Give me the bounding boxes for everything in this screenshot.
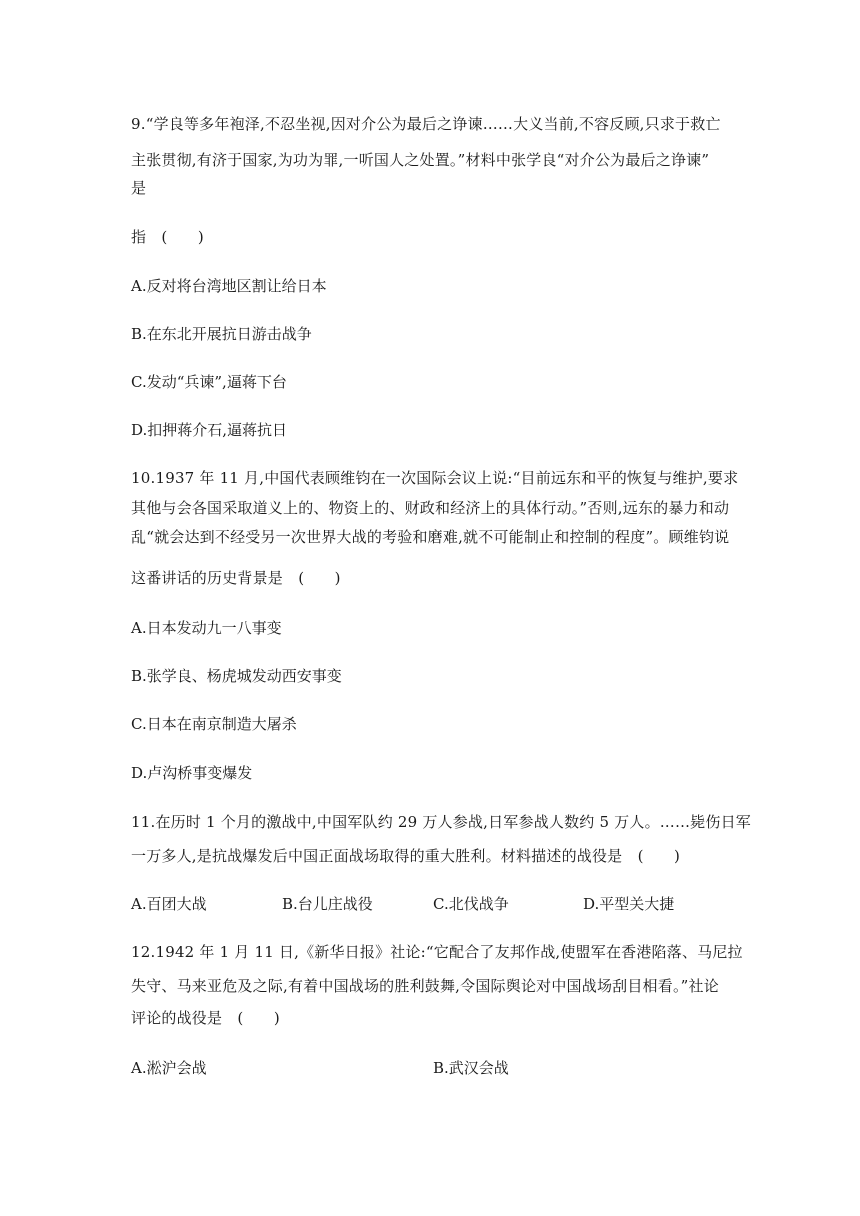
- question-9-option-c: C.发动“兵谏”,逼蒋下台: [131, 373, 287, 391]
- question-11-option-b: B.台儿庄战役: [282, 895, 373, 913]
- question-10-stem-line-4: 这番讲话的历史背景是 ( ): [131, 569, 341, 587]
- question-12-option-b: B.武汉会战: [433, 1059, 509, 1077]
- question-10-option-b: B.张学良、杨虎城发动西安事变: [131, 667, 342, 685]
- question-11-option-a: A.百团大战: [131, 895, 207, 913]
- question-10-stem-line-2: 其他与会各国采取道义上的、物资上的、财政和经济上的具体行动。”否则,远东的暴力和动: [131, 499, 730, 517]
- question-12-option-a: A.淞沪会战: [131, 1059, 207, 1077]
- question-10-option-d: D.卢沟桥事变爆发: [131, 764, 253, 782]
- question-9-stem-line-2: 主张贯彻,有济于国家,为功为罪,一听国人之处置。”材料中张学良“对介公为最后之诤谏”: [131, 151, 710, 169]
- question-9-stem-line-1: 9.“学良等多年袍泽,不忍坐视,因对介公为最后之诤谏……大义当前,不容反顾,只求于救亡: [131, 115, 721, 133]
- question-9-option-d: D.扣押蒋介石,逼蒋抗日: [131, 421, 288, 439]
- question-10-stem-line-1: 10.1937 年 11 月,中国代表顾维钧在一次国际会议上说:“目前远东和平的恢复与维护,要求: [131, 469, 739, 487]
- question-11-stem-line-1: 11.在历时 1 个月的激战中,中国军队约 29 万人参战,日军参战人数约 5 万人。……毙伤日军: [131, 813, 751, 831]
- question-11-stem-line-2: 一万多人,是抗战爆发后中国正面战场取得的重大胜利。材料描述的战役是 ( ): [131, 847, 681, 865]
- question-9-stem-line-3: 是: [131, 179, 147, 197]
- question-10-option-c: C.日本在南京制造大屠杀: [131, 715, 297, 733]
- question-12-stem-line-2: 失守、马来亚危及之际,有着中国战场的胜利鼓舞,令国际舆论对中国战场刮目相看。”社论: [131, 977, 719, 995]
- question-11-option-c: C.北伐战争: [433, 895, 509, 913]
- question-9-option-b: B.在东北开展抗日游击战争: [131, 325, 312, 343]
- question-9-stem-line-4: 指 ( ): [131, 228, 204, 246]
- question-10-stem-line-3: 乱“就会达到不经受另一次世界大战的考验和磨难,就不可能制止和控制的程度”。顾维钧说: [131, 528, 730, 546]
- question-12-stem-line-3: 评论的战役是 ( ): [131, 1009, 280, 1027]
- question-11-option-d: D.平型关大捷: [583, 895, 675, 913]
- question-9-option-a: A.反对将台湾地区割让给日本: [131, 277, 327, 295]
- question-10-option-a: A.日本发动九一八事变: [131, 619, 282, 637]
- question-12-stem-line-1: 12.1942 年 1 月 11 日,《新华日报》社论:“它配合了友邦作战,使盟军在香港陷落、马尼拉: [131, 943, 743, 961]
